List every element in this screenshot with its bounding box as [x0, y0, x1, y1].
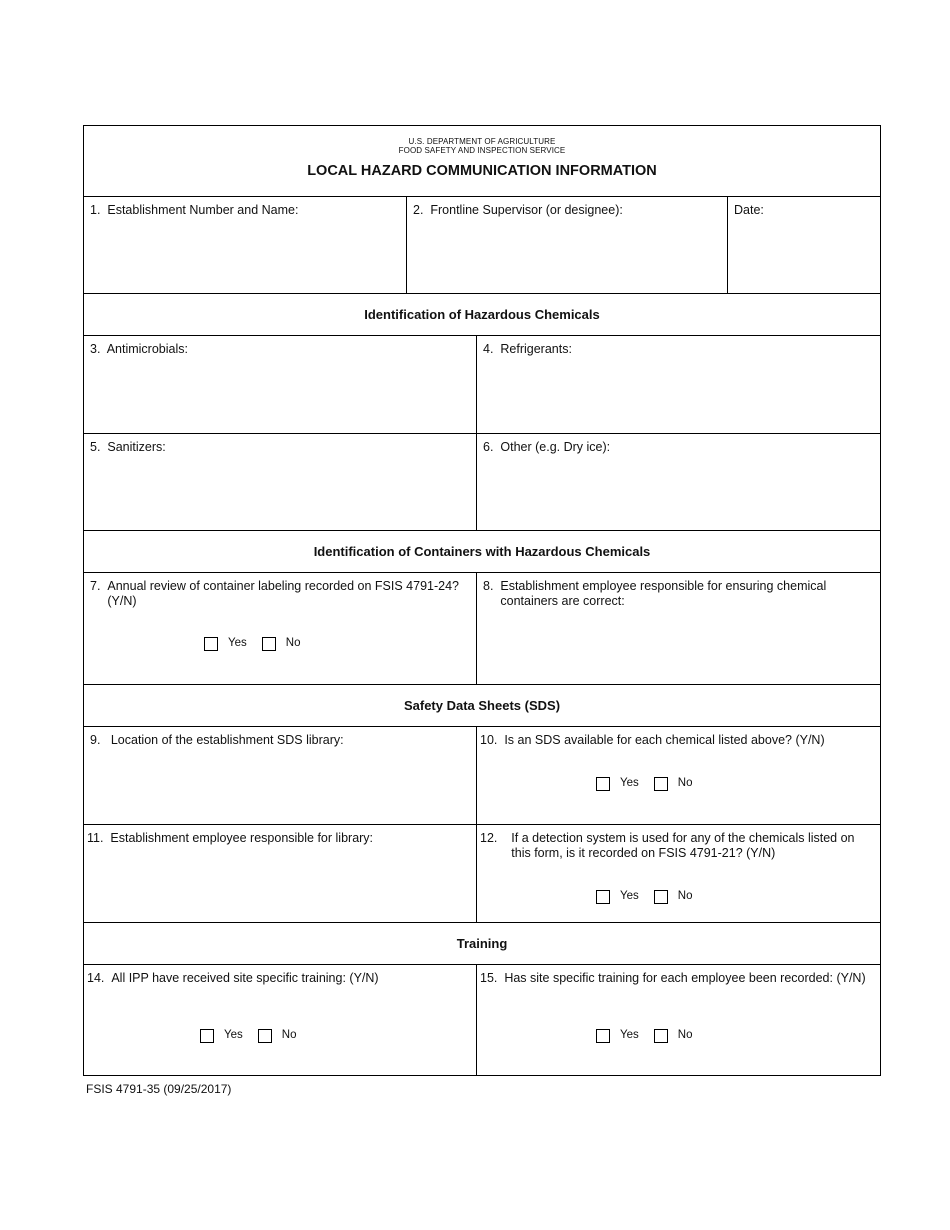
field-number: 1.	[90, 203, 108, 217]
field-label: Establishment employee responsible for ensuring chemical containers are correct:	[500, 579, 827, 608]
top-fields-row	[84, 197, 880, 294]
yes-checkbox[interactable]	[200, 1029, 214, 1043]
field-number: 9.	[90, 733, 111, 747]
yes-no-group	[596, 776, 701, 791]
field-number: 6.	[483, 440, 501, 454]
field-label: Annual review of container labeling recorded on FSIS 4791-24? (Y/N)	[107, 579, 459, 608]
service-name: FOOD SAFETY AND INSPECTION SERVICE	[398, 146, 566, 155]
no-checkbox[interactable]	[654, 890, 668, 904]
section-chemicals-title: Identification of Hazardous Chemicals	[84, 294, 880, 336]
date-field[interactable]	[727, 197, 880, 293]
field-label: Has site specific training for each employee been recorded: (Y/N)	[504, 971, 866, 985]
agency-heading	[399, 137, 566, 155]
section-sds-title: Safety Data Sheets (SDS)	[84, 685, 880, 727]
other-chemicals-field[interactable]	[476, 434, 880, 530]
field-label-line	[480, 733, 874, 748]
refrigerants-field[interactable]	[476, 336, 880, 433]
field-label-line	[480, 831, 874, 861]
detection-system-field	[476, 825, 880, 922]
sds-library-location-field[interactable]	[84, 727, 476, 824]
yes-checkbox[interactable]	[596, 1029, 610, 1043]
section-training-title: Training	[84, 923, 880, 965]
no-checkbox[interactable]	[258, 1029, 272, 1043]
chemicals-row-2	[84, 434, 880, 531]
container-labeling-review-field	[84, 573, 476, 684]
field-number: 3.	[90, 342, 107, 356]
field-number: 12.	[480, 831, 512, 845]
yes-no-group	[596, 1028, 701, 1043]
field-number: 4.	[483, 342, 501, 356]
field-number: 14.	[87, 971, 112, 985]
antimicrobials-field[interactable]	[84, 336, 476, 433]
hazard-communication-form	[83, 125, 881, 1076]
yes-checkbox[interactable]	[596, 890, 610, 904]
no-label: No	[281, 1029, 297, 1041]
field-number: 11.	[87, 831, 111, 845]
field-label-line	[87, 971, 470, 986]
sds-row-2	[84, 825, 880, 923]
field-label-line	[483, 579, 874, 609]
yes-label: Yes	[228, 637, 247, 649]
form-header	[84, 126, 880, 197]
supervisor-field[interactable]	[406, 197, 727, 293]
library-responsible-employee-field[interactable]	[84, 825, 476, 922]
training-row	[84, 965, 880, 1075]
yes-label: Yes	[620, 890, 639, 902]
field-label: Date:	[734, 203, 764, 217]
yes-checkbox[interactable]	[204, 637, 218, 651]
yes-label: Yes	[620, 1029, 639, 1041]
form-number-footer: FSIS 4791-35 (09/25/2017)	[86, 1082, 232, 1096]
no-checkbox[interactable]	[262, 637, 276, 651]
field-label: Refrigerants:	[500, 342, 572, 356]
field-number: 15.	[480, 971, 505, 985]
section-containers-title: Identification of Containers with Hazardous Chemicals	[84, 531, 880, 573]
employee-training-recorded-field	[476, 965, 880, 1075]
yes-checkbox[interactable]	[596, 777, 610, 791]
field-number: 7.	[90, 579, 108, 593]
establishment-field[interactable]	[84, 197, 406, 293]
no-checkbox[interactable]	[654, 1029, 668, 1043]
field-label: If a detection system is used for any of the chemicals listed on this form, is it recorded on FSIS 4791-21? (Y/N)	[511, 831, 855, 860]
field-label-line	[90, 579, 470, 609]
no-checkbox[interactable]	[654, 777, 668, 791]
field-label: Establishment Number and Name:	[107, 203, 299, 217]
yes-label: Yes	[620, 777, 639, 789]
field-label-line	[480, 971, 874, 986]
container-responsible-employee-field[interactable]	[476, 573, 880, 684]
field-number: 10.	[480, 733, 505, 747]
sds-row-1	[84, 727, 880, 825]
field-label: Establishment employee responsible for library:	[110, 831, 374, 845]
field-label: Is an SDS available for each chemical listed above? (Y/N)	[504, 733, 825, 747]
field-label: Location of the establishment SDS library:	[110, 733, 344, 747]
form-title: LOCAL HAZARD COMMUNICATION INFORMATION	[307, 163, 657, 179]
sanitizers-field[interactable]	[84, 434, 476, 530]
containers-row	[84, 573, 880, 685]
field-label: Antimicrobials:	[106, 342, 188, 356]
no-label: No	[677, 1029, 693, 1041]
yes-no-group	[596, 889, 701, 904]
chemicals-row-1	[84, 336, 880, 434]
field-label: Frontline Supervisor (or designee):	[430, 203, 623, 217]
field-number: 2.	[413, 203, 431, 217]
department-name: U.S. DEPARTMENT OF AGRICULTURE	[408, 137, 556, 146]
yes-no-group	[200, 1028, 305, 1043]
field-label: All IPP have received site specific training: (Y/N)	[111, 971, 379, 985]
sds-available-field	[476, 727, 880, 824]
no-label: No	[285, 637, 301, 649]
yes-label: Yes	[224, 1029, 243, 1041]
field-number: 5.	[90, 440, 108, 454]
ipp-training-field	[84, 965, 476, 1075]
field-label: Other (e.g. Dry ice):	[500, 440, 611, 454]
no-label: No	[677, 777, 693, 789]
no-label: No	[677, 890, 693, 902]
field-label: Sanitizers:	[107, 440, 166, 454]
field-number: 8.	[483, 579, 501, 593]
yes-no-group	[204, 636, 309, 651]
